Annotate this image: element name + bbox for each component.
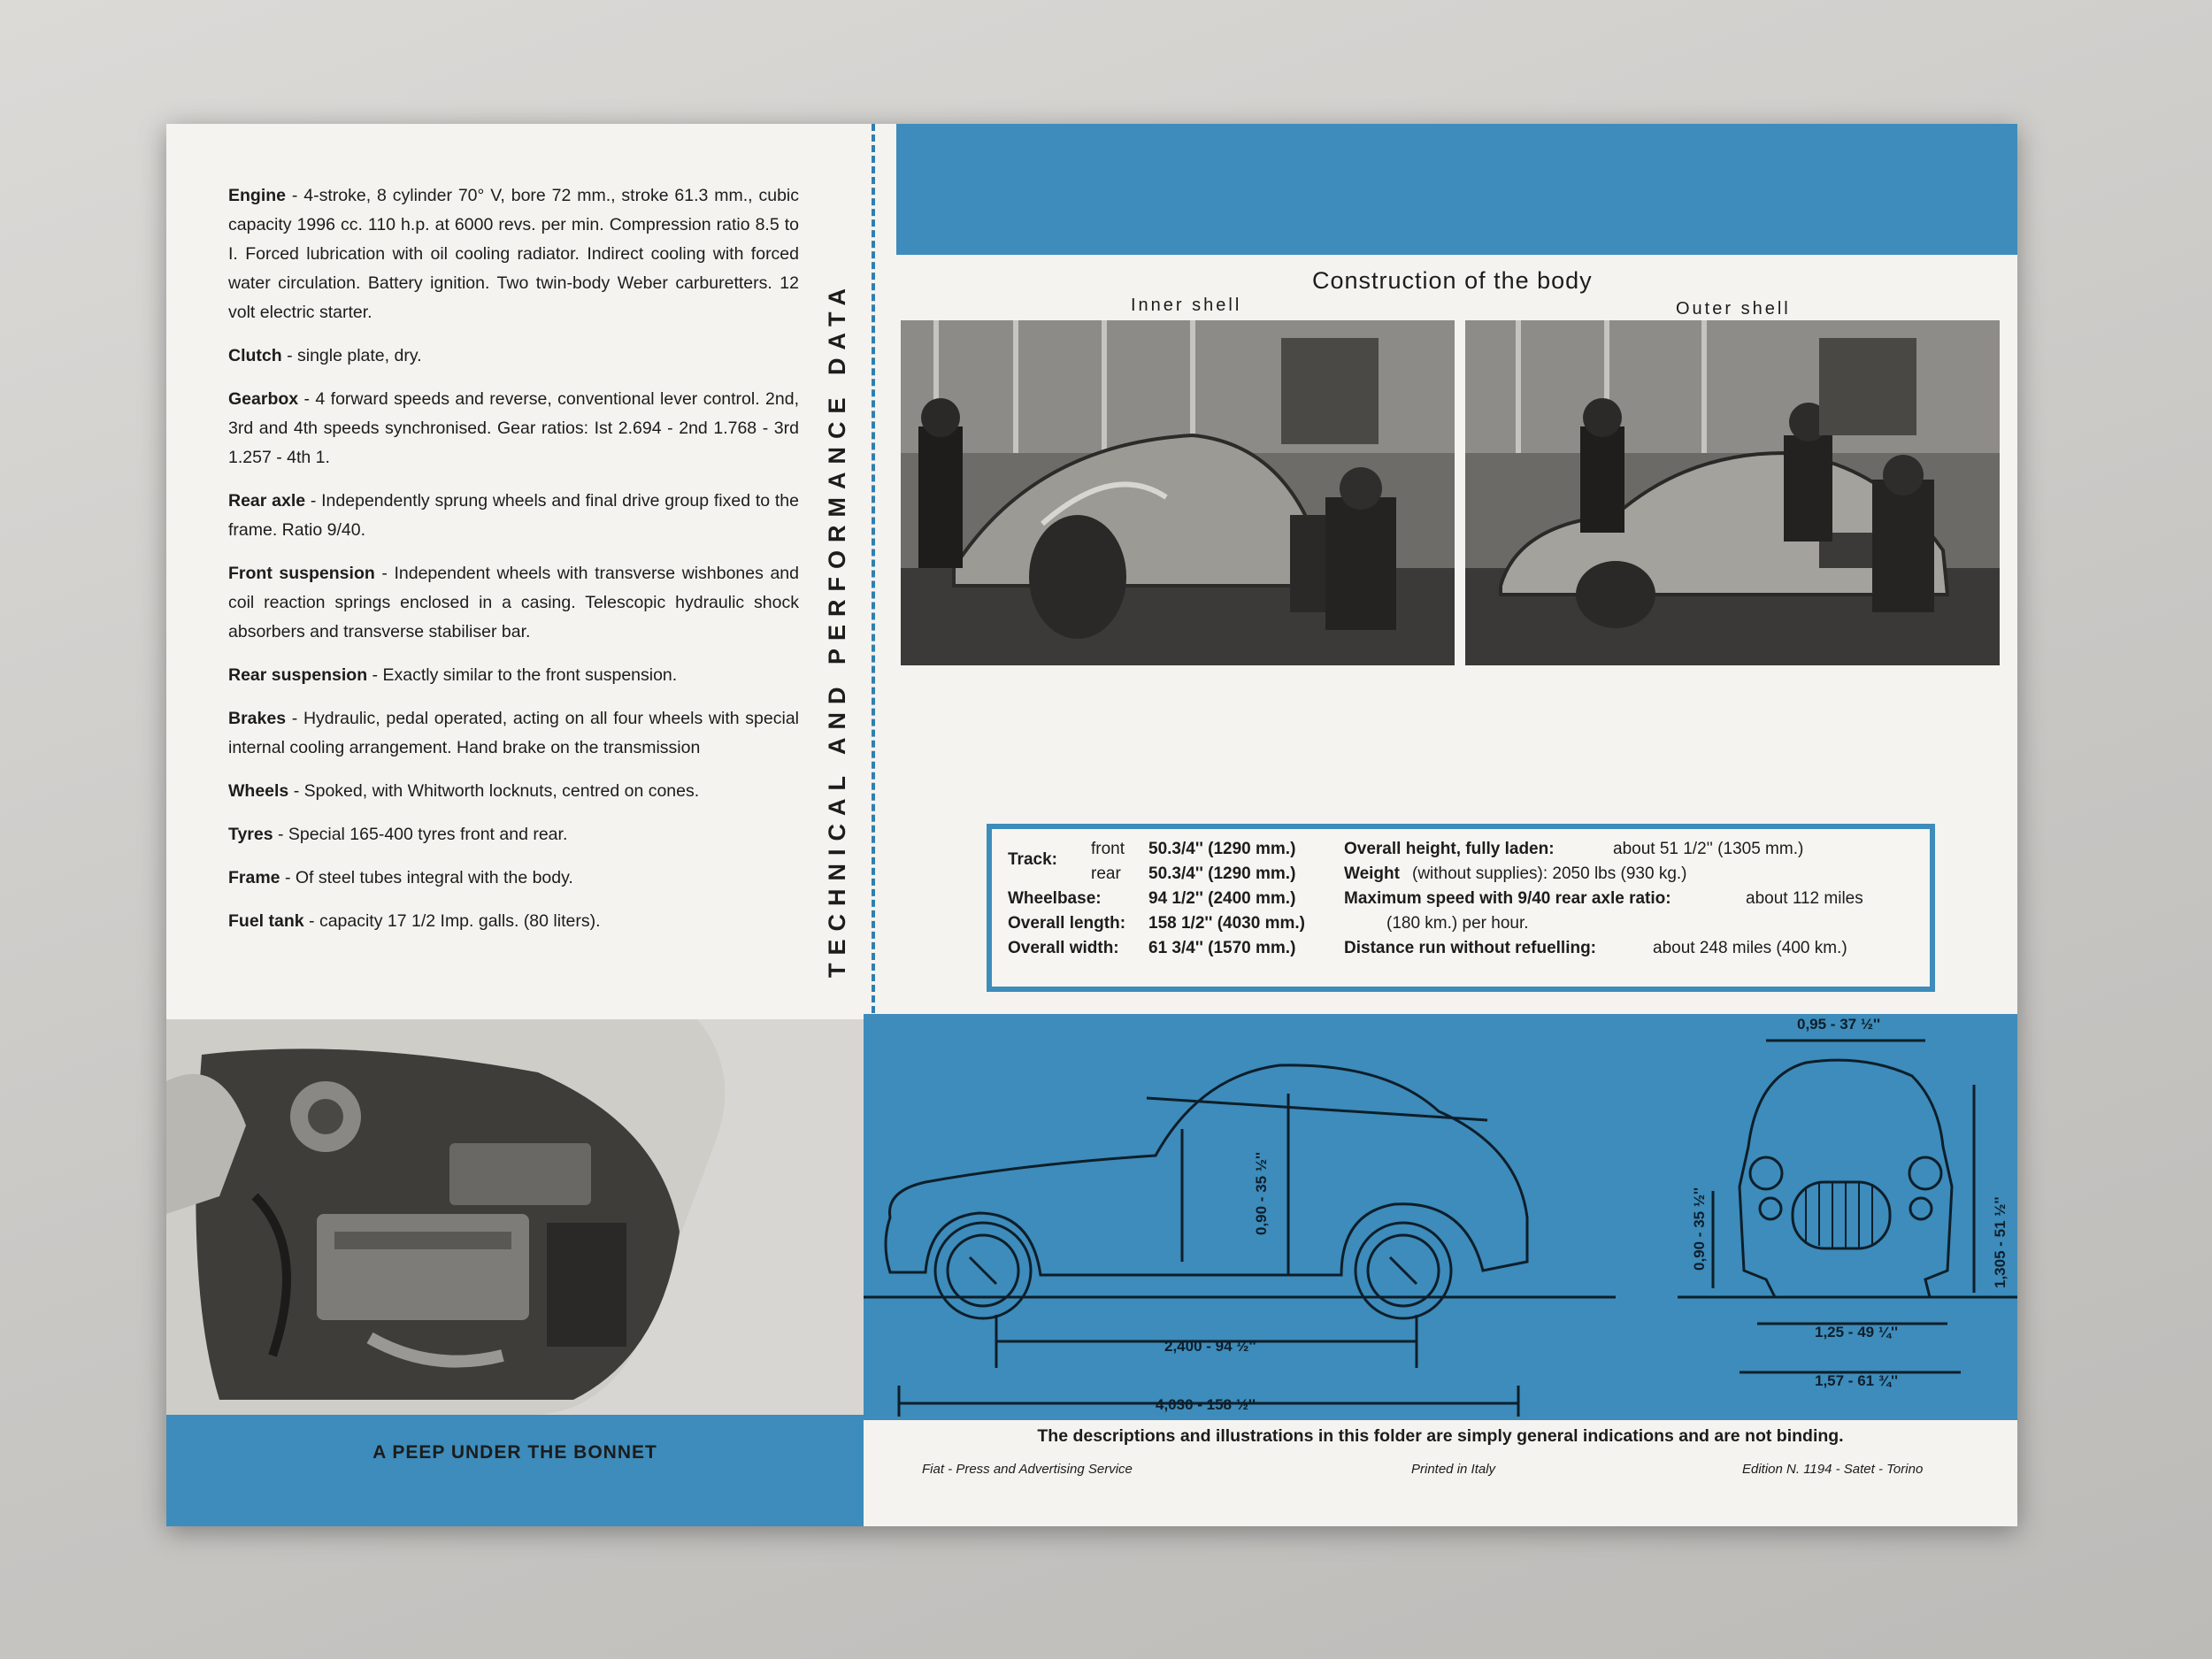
vertical-heading: TECHNICAL AND PERFORMANCE DATA — [824, 280, 850, 978]
track-label: Track: — [1008, 850, 1057, 869]
wheelbase-dimension: 2,400 - 94 ½'' — [1164, 1338, 1256, 1355]
bonnet-caption: A PEEP UNDER THE BONNET — [373, 1442, 657, 1463]
spec-list — [228, 181, 799, 950]
track-rear-value: 50.3/4'' (1290 mm.) — [1148, 864, 1296, 883]
footer-left: Fiat - Press and Advertising Service — [922, 1462, 1133, 1477]
length-value: 158 1/2'' (4030 mm.) — [1148, 914, 1305, 933]
spec-rear-suspension: Rear suspension - Exactly similar to the front suspension. — [228, 665, 678, 685]
spec-front-suspension: Front suspension - Independent wheels with transverse wishbones and coil reaction springs enclosed in a casing. Telescopic hydraulic shock absorbers and transverse stabiliser bar. — [228, 564, 799, 641]
disclaimer-note: The descriptions and illustrations in this folder are simply general indications and are not binding. — [1037, 1426, 1844, 1446]
overall-width-dimension: 1,57 - 61 ¾'' — [1815, 1372, 1899, 1389]
overall-height-dimension: 1,305 - 51 ½'' — [1992, 1196, 2008, 1288]
weight-label: Weight — [1344, 864, 1400, 883]
spec-brakes: Brakes - Hydraulic, pedal operated, acting on all four wheels with special internal cooling arrangement. Hand brake on the transmission — [228, 709, 799, 757]
length-dimension: 4,030 - 158 ½'' — [1156, 1396, 1256, 1413]
spec-clutch: Clutch - single plate, dry. — [228, 346, 422, 365]
brochure-page — [166, 124, 2017, 1526]
side-height-dimension: 0,90 - 35 ½'' — [1253, 1151, 1270, 1235]
car-outline-drawing — [864, 1014, 2017, 1420]
car-dimension-drawing — [864, 1014, 2017, 1420]
wheelbase-value: 94 1/2'' (2400 mm.) — [1148, 889, 1296, 908]
roof-width-dimension: 0,95 - 37 ½'' — [1797, 1016, 1881, 1033]
distance-value: about 248 miles (400 km.) — [1653, 939, 1847, 957]
wheelbase-label: Wheelbase: — [1008, 889, 1102, 908]
outer-shell-photo — [1465, 320, 2000, 665]
speed-label: Maximum speed with 9/40 rear axle ratio: — [1344, 889, 1671, 908]
spec-fuel-tank: Fuel tank - capacity 17 1/2 Imp. galls. (80 liters). — [228, 911, 601, 931]
dimensions-box — [987, 824, 1935, 992]
height-label: Overall height, fully laden: — [1344, 840, 1555, 858]
speed-value: about 112 miles — [1746, 889, 1863, 908]
inner-shell-photo — [901, 320, 1455, 665]
inner-shell-label: Inner shell — [1131, 296, 1242, 315]
distance-label: Distance run without refuelling: — [1344, 939, 1597, 957]
track-rear-label: rear — [1091, 864, 1121, 883]
track-front-value: 50.3/4'' (1290 mm.) — [1148, 840, 1296, 858]
width-label: Overall width: — [1008, 939, 1119, 957]
spec-frame: Frame - Of steel tubes integral with the body. — [228, 868, 573, 887]
track-front-label: front — [1091, 840, 1125, 858]
outer-shell-label: Outer shell — [1676, 299, 1791, 319]
dashed-divider — [872, 124, 875, 1013]
spec-engine: Engine - 4-stroke, 8 cylinder 70° V, bore 72 mm., stroke 61.3 mm., cubic capacity 1996 cc. 110 h.p. at 6000 revs. per min. Compression ratio 8.5 to I. Forced lubrication with oil cooling radiator. Indirect cooling with forced water circulation. Battery ignition. Two twin-body Weber carburetters. 12 volt electric starter. — [228, 186, 799, 322]
track-dimension: 1,25 - 49 ¼'' — [1815, 1324, 1899, 1340]
width-value: 61 3/4'' (1570 mm.) — [1148, 939, 1296, 957]
spec-wheels: Wheels - Spoked, with Whitworth locknuts, centred on cones. — [228, 781, 700, 801]
height-value: about 51 1/2'' (1305 mm.) — [1613, 840, 1804, 858]
top-blue-band — [896, 124, 2017, 255]
bonnet-caption-band — [166, 1415, 864, 1526]
speed-value-2: (180 km.) per hour. — [1386, 914, 1529, 933]
length-label: Overall length: — [1008, 914, 1126, 933]
footer-right: Edition N. 1194 - Satet - Torino — [1742, 1462, 1924, 1477]
engine-bay-photo — [166, 1019, 864, 1415]
footer-center: Printed in Italy — [1411, 1462, 1496, 1477]
construction-title: Construction of the body — [1312, 267, 1593, 294]
front-height-dimension: 0,90 - 35 ½'' — [1691, 1187, 1708, 1271]
spec-rear-axle: Rear axle - Independently sprung wheels and final drive group fixed to the frame. Ratio 9/40. — [228, 491, 799, 540]
weight-value: (without supplies): 2050 lbs (930 kg.) — [1412, 864, 1687, 883]
spec-gearbox: Gearbox - 4 forward speeds and reverse, conventional lever control. 2nd, 3rd and 4th speeds synchronised. Gear ratios: Ist 2.694 - 2nd 1.768 - 3rd 1.257 - 4th 1. — [228, 389, 799, 467]
spec-tyres: Tyres - Special 165-400 tyres front and rear. — [228, 825, 568, 844]
